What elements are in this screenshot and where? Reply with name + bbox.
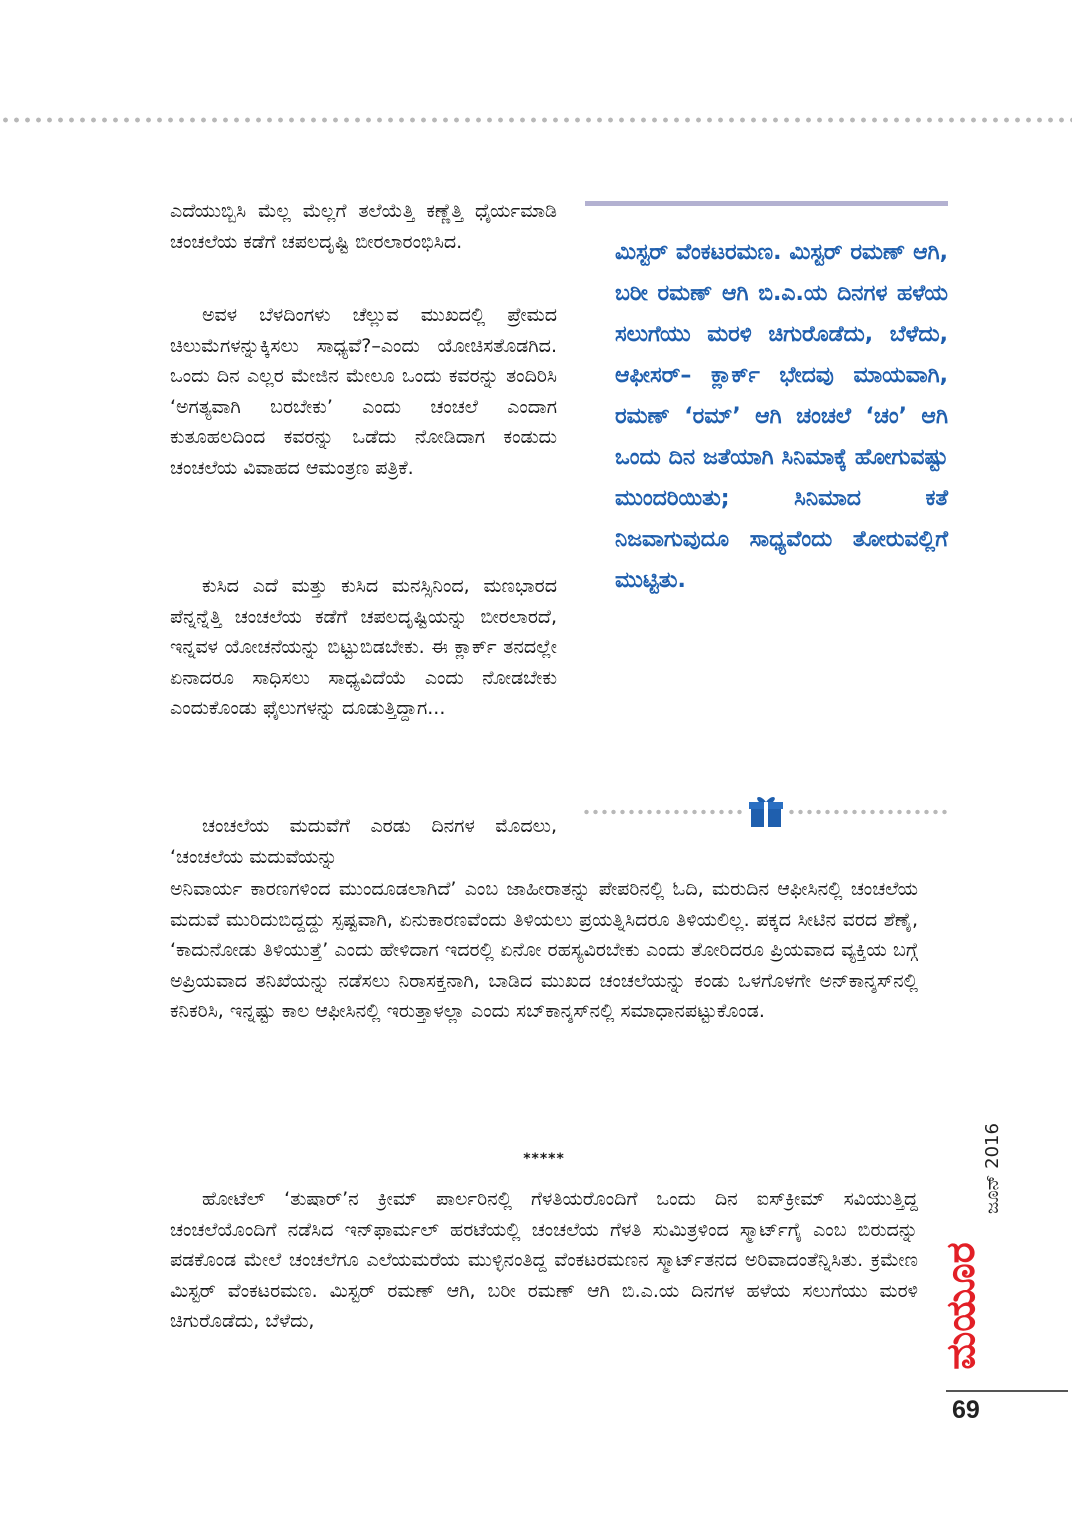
issue-date: ಜೂನ್ 2016 bbox=[982, 1123, 1003, 1214]
body-paragraph: ಕುಸಿದ ಎದೆ ಮತ್ತು ಕುಸಿದ ಮನಸ್ಸಿನಿಂದ, ಮಣಭಾರದ ಪೆನ್ನನ್ನೆತ್ತಿ ಚಂಚಲೆಯ ಕಡೆಗೆ ಚಪಲದೃಷ್ಟಿಯನ್ನು ಬೀರಲಾರದೆ, ಇನ್ನವಳ ಯೋಚನೆಯನ್ನು ಬಿಟ್ಟುಬಿಡಬೇಕು. ಈ ಕ್ಲಾರ್ಕ್ ತನದಲ್ಲೇ ಏನಾದರೂ ಸಾಧಿಸಲು ಸಾಧ್ಯವಿದೆಯೆ ಎಂದು ನೋಡಬೇಕು ಎಂದುಕೊಂಡು ಫೈಲುಗಳನ್ನು ದೂಡುತ್ತಿದ್ದಾಗ... bbox=[170, 575, 557, 720]
page-number: 69 bbox=[952, 1396, 980, 1424]
page-number-rule bbox=[946, 1390, 1068, 1392]
top-dotted-rule bbox=[0, 115, 1072, 125]
body-paragraph: ಚಂಚಲೆಯ ಮದುವೆಗೆ ಎರಡು ದಿನಗಳ ಮೊದಲು, ‘ಚಂಚಲೆಯ ಮದುವೆಯನ್ನು bbox=[170, 815, 557, 868]
gift-icon bbox=[748, 793, 784, 829]
body-paragraph: ಅವಳ ಬೆಳದಿಂಗಳು ಚೆಲ್ಲುವ ಮುಖದಲ್ಲಿ ಪ್ರೇಮದ ಚಿಲುಮೆಗಳನ್ನುಕ್ಕಿಸಲು ಸಾಧ್ಯವೆ?–ಎಂದು ಯೋಚಿಸತೊಡಗಿದ. ಒಂದು ದಿನ ಎಲ್ಲರ ಮೇಜಿನ ಮೇಲೂ ಒಂದು ಕವರನ್ನು ತಂದಿರಿಸಿ ‘ಅಗತ್ಯವಾಗಿ ಬರಬೇಕು’ ಎಂದು ಚಂಚಲೆ ಎಂದಾಗ ಕುತೂಹಲದಿಂದ ಕವರನ್ನು ಒಡೆದು ನೋಡಿದಾಗ ಕಂಡುದು ಚಂಚಲೆಯ ವಿವಾಹದ ಆಮಂತ್ರಣ ಪತ್ರಿಕೆ. bbox=[170, 304, 557, 479]
body-paragraph: ಹೋಟೆಲ್ ‘ತುಷಾರ್’ನ ಕ್ರೀಮ್ ಪಾರ್ಲರಿನಲ್ಲಿ ಗೆಳತಿಯರೊಂದಿಗೆ ಒಂದು ದಿನ ಐಸ್‌ಕ್ರೀಮ್ ಸವಿಯುತ್ತಿದ್ದ ಚಂಚಲೆಯೊಂದಿಗೆ ನಡೆಸಿದ ಇನ್‌ಫಾರ್ಮಲ್ ಹರಟೆಯಲ್ಲಿ ಚಂಚಲೆಯ ಗೆಳತಿ ಸುಮಿತ್ರಳಿಂದ ಸ್ಮಾರ್ಟ್‌ಗೈ ಎಂಬ ಬಿರುದನ್ನು ಪಡಕೊಂಡ ಮೇಲೆ ಚಂಚಲೆಗೂ ಎಲೆಯಮರೆಯ ಮುಳ್ಳಿನಂತಿದ್ದ ವೆಂಕಟರಮಣನ ಸ್ಮಾರ್ಟ್‌ತನದ ಅರಿವಾದಂತೆನ್ನಿಸಿತು. ಕ್ರಮೇಣ ಮಿಸ್ಟರ್ ವೆಂಕಟರಮಣ. ಮಿಸ್ಟರ್ ರಮಣ್ ಆಗಿ, ಬರೀ ರಮಣ್ ಆಗಿ ಬಿ.ಎ.ಯ ದಿನಗಳ ಹಳೆಯ ಸಲುಗೆಯು ಮರಳಿ ಚಿಗುರೊಡೆದು, ಬೆಳೆದು, bbox=[170, 1188, 918, 1333]
divider-dots-right bbox=[787, 808, 949, 816]
body-paragraph: ಎದೆಯುಬ್ಬಿಸಿ ಮೆಲ್ಲ ಮೆಲ್ಲಗೆ ತಲೆಯೆತ್ತಿ ಕಣ್ಣೆತ್ತಿ ಧೈರ್ಯಮಾಡಿ ಚಂಚಲೆಯ ಕಡೆಗೆ ಚಪಲದೃಷ್ಟಿ ಬೀರಲಾರಂಭಿಸಿದ. bbox=[170, 200, 557, 253]
pullquote-top-rule bbox=[585, 201, 948, 206]
magazine-logo: ಮಯೂರ bbox=[938, 1242, 984, 1370]
body-paragraph: ಅನಿವಾರ್ಯ ಕಾರಣಗಳಿಂದ ಮುಂದೂಡಲಾಗಿದೆ’ ಎಂಬ ಜಾಹೀರಾತನ್ನು ಪೇಪರಿನಲ್ಲಿ ಓದಿ, ಮರುದಿನ ಆಫೀಸಿನಲ್ಲಿ ಚಂಚಲೆಯ ಮದುವೆ ಮುರಿದುಬಿದ್ದದ್ದು ಸ್ಪಷ್ಟವಾಗಿ, ಏನುಕಾರಣವೆಂದು ತಿಳಿಯಲು ಪ್ರಯತ್ನಿಸಿದರೂ ತಿಳಿಯಲಿಲ್ಲ. ಪಕ್ಕದ ಸೀಟಿನ ವರದ ಶೆಣೈ, ‘ಕಾದುನೋಡು ತಿಳಿಯುತ್ತೆ’ ಎಂದು ಹೇಳಿದಾಗ ಇದರಲ್ಲಿ ಏನೋ ರಹಸ್ಯವಿರಬೇಕು ಎಂದು ತೋರಿದರೂ ಪ್ರಿಯವಾದ ವ್ಯಕ್ತಿಯ ಬಗ್ಗೆ ಅಪ್ರಿಯವಾದ ತನಿಖೆಯನ್ನು ನಡೆಸಲು ನಿರಾಸಕ್ತನಾಗಿ, ಬಾಡಿದ ಮುಖದ ಚಂಚಲೆಯನ್ನು ಕಂಡು ಒಳಗೊಳಗೇ ಅನ್‌ಕಾನ್ಶಸ್‌ನಲ್ಲಿ ಕನಿಕರಿಸಿ, ಇನ್ನಷ್ಟು ಕಾಲ ಆಫೀಸಿನಲ್ಲಿ ಇರುತ್ತಾಳಲ್ಲಾ ಎಂದು ಸಬ್‌ಕಾನ್ಶಸ್‌ನಲ್ಲಿ ಸಮಾಧಾನಪಟ್ಟುಕೊಂಡ. bbox=[170, 878, 918, 1023]
divider-dots-left bbox=[582, 808, 744, 816]
pullquote-text: ಮಿಸ್ಟರ್ ವೆಂಕಟರಮಣ. ಮಿಸ್ಟರ್ ರಮಣ್ ಆಗಿ, ಬರೀ ರಮಣ್ ಆಗಿ ಬಿ.ಎ.ಯ ದಿನಗಳ ಹಳೆಯ ಸಲುಗೆಯು ಮರಳಿ ಚಿಗುರೊಡೆದು, ಬೆಳೆದು, ಆಫೀಸರ್– ಕ್ಲಾರ್ಕ್ ಭೇದವು ಮಾಯವಾಗಿ, ರಮಣ್ ‘ರಮ್’ ಆಗಿ ಚಂಚಲೆ ‘ಚಂ’ ಆಗಿ ಒಂದು ದಿನ ಜತೆಯಾಗಿ ಸಿನಿಮಾಕ್ಕೆ ಹೋಗುವಷ್ಟು ಮುಂದರಿಯಿತು; ಸಿನಿಮಾದ ಕತೆ ನಿಜವಾಗುವುದೂ ಸಾಧ್ಯವೆಂದು ತೋರುವಲ್ಲಿಗೆ ಮುಟ್ಟಿತು. bbox=[615, 240, 948, 593]
section-separator: ***** bbox=[523, 1151, 565, 1167]
